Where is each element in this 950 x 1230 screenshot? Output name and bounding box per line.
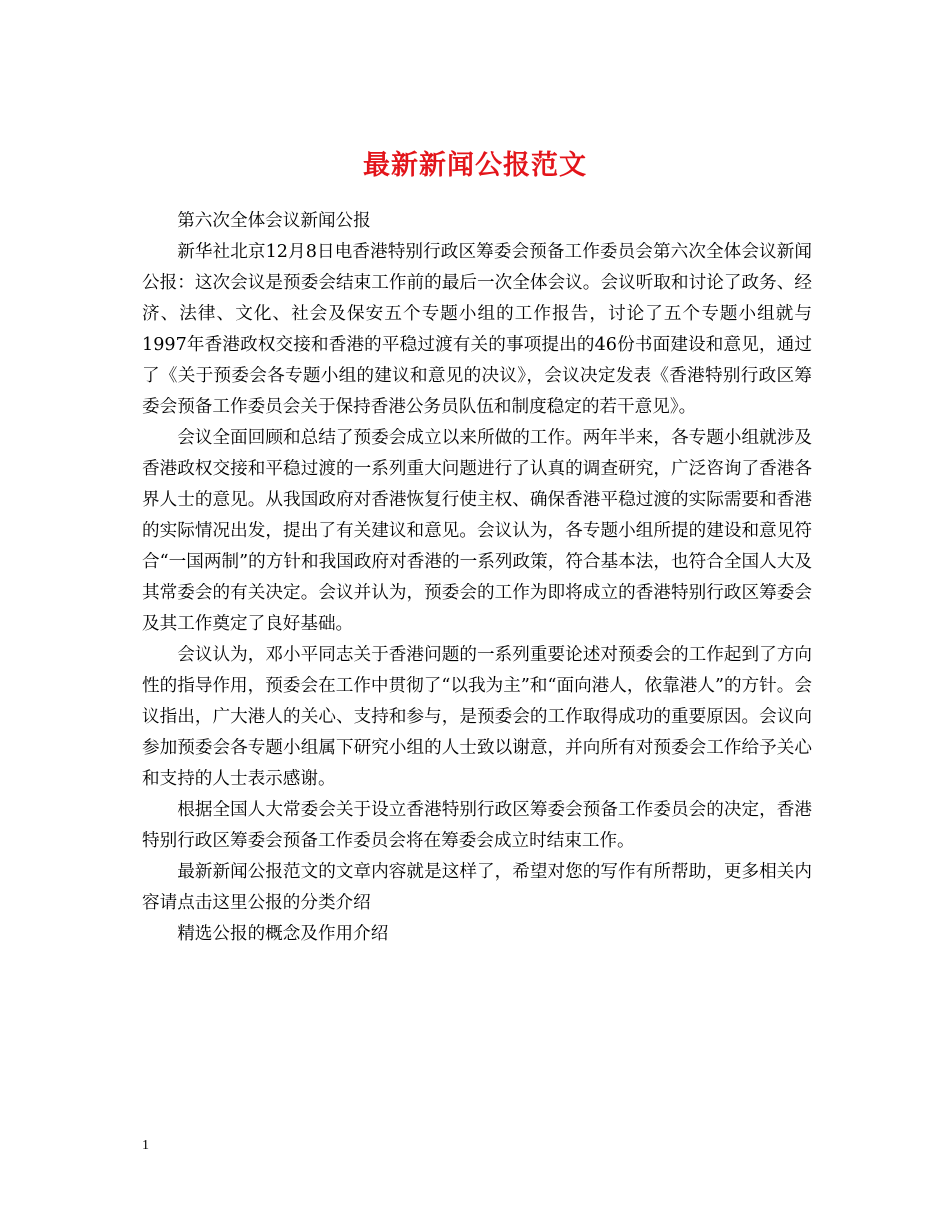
related-content-link-text: 最新新闻公报范文的文章内容就是这样了，希望对您的写作有所帮助，更多相关内容请点击这里公报的分类介绍 <box>142 862 812 913</box>
body-paragraph: 新华社北京12月8日电香港特别行政区筹委会预备工作委员会第六次全体会议新闻公报：这次会议是预委会结束工作前的最后一次全体会议。会议听取和讨论了政务、经济、法律、文化、社会及保安五个专题小组的工作报告，讨论了五个专题小组就与1997年香港政权交接和香港的平稳过渡有关的事项提出的46份书面建设和意见，通过了《关于预委会各专题小组的建议和意见的决议》，会议决定发表《香港特别行政区筹委会预备工作委员会关于保持香港公务员队伍和制度稳定的若干意见》。 <box>142 242 812 417</box>
related-article-link[interactable]: 精选公报的概念及作用介绍 <box>177 924 389 944</box>
document-body <box>142 206 812 950</box>
body-paragraph: 会议全面回顾和总结了预委会成立以来所做的工作。两年半来，各专题小组就涉及香港政权交接和平稳过渡的一系列重大问题进行了认真的调查研究，广泛咨询了香港各界人士的意见。从我国政府对香港恢复行使主权、确保香港平稳过渡的实际需要和香港的实际情况出发，提出了有关建议和意见。会议认为，各专题小组所提的建设和意见符合“一国两制”的方针和我国政府对香港的一系列政策，符合基本法，也符合全国人大及其常委会的有关决定。会议并认为，预委会的工作为即将成立的香港特别行政区筹委会及其工作奠定了良好基础。 <box>142 428 812 634</box>
body-paragraph: 会议认为，邓小平同志关于香港问题的一系列重要论述对预委会的工作起到了方向性的指导作用，预委会在工作中贯彻了“以我为主”和“面向港人，依靠港人”的方针。会议指出，广大港人的关心、支持和参与，是预委会的工作取得成功的重要原因。会议向参加预委会各专题小组属下研究小组的人士致以谢意，并向所有对预委会工作给予关心和支持的人士表示感谢。 <box>142 645 812 789</box>
section-heading: 第六次全体会议新闻公报 <box>177 211 371 231</box>
document-title: 最新新闻公报范文 <box>363 150 587 182</box>
page-number: 1 <box>142 1138 149 1153</box>
body-paragraph: 根据全国人大常委会关于设立香港特别行政区筹委会预备工作委员会的决定，香港特别行政区筹委会预备工作委员会将在筹委会成立时结束工作。 <box>142 800 812 851</box>
